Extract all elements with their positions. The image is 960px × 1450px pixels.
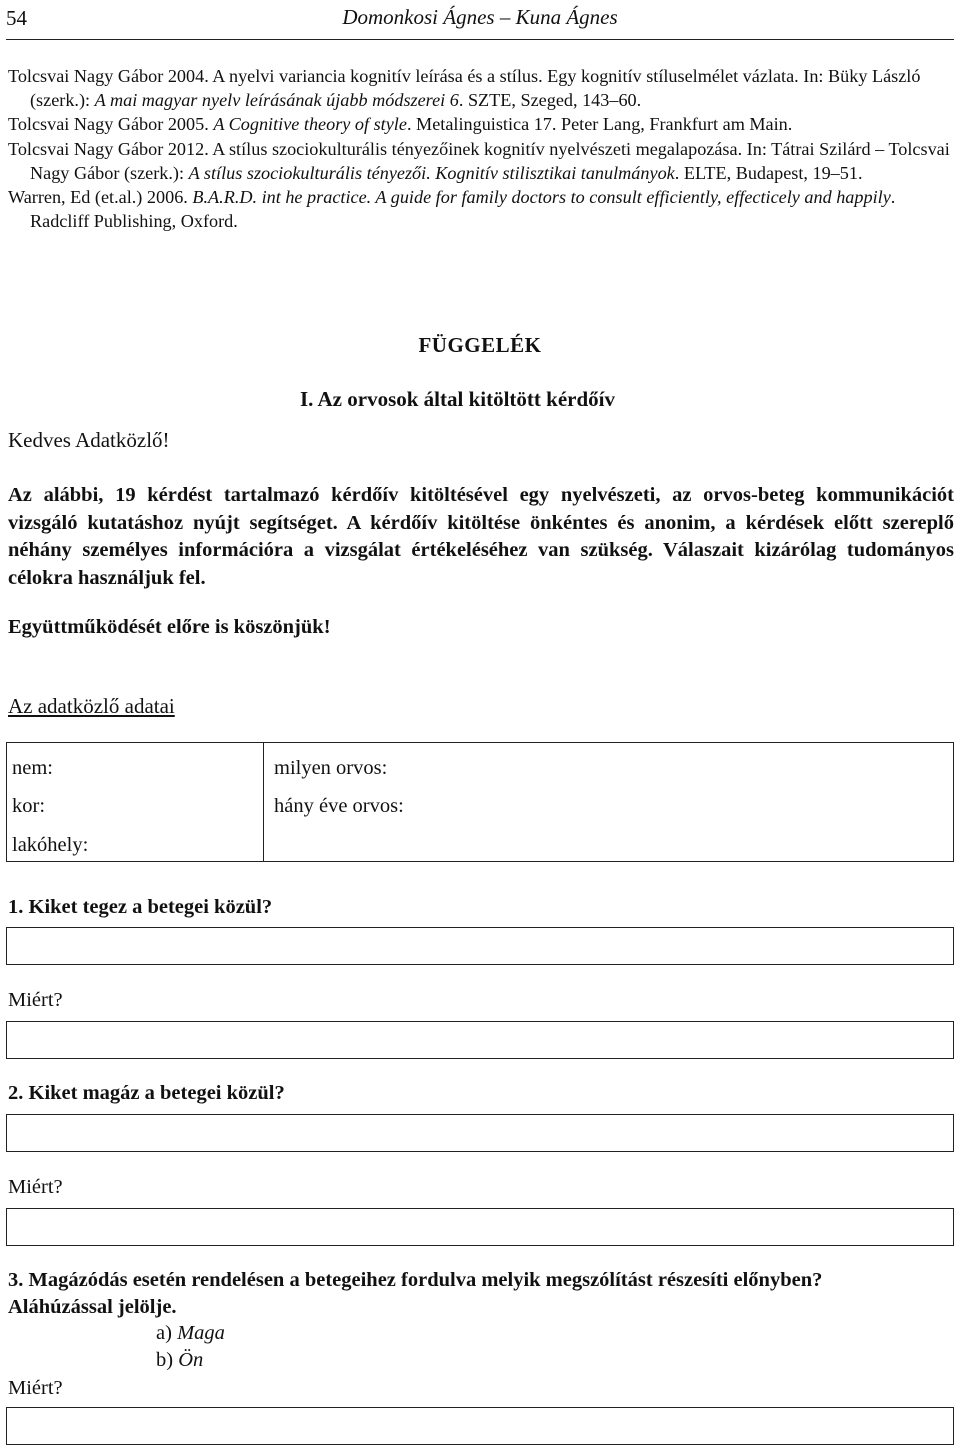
reference-item — [8, 64, 954, 112]
reference-text: . Radcliff Publishing, Oxford. — [30, 187, 896, 232]
why-label: Miért? — [8, 1176, 63, 1198]
reference-title: A mai magyar nyelv leírásának újabb módszerei 6 — [94, 90, 459, 111]
field-label-gender: nem: — [12, 757, 53, 779]
running-head: Domonkosi Ágnes – Kuna Ágnes — [342, 5, 618, 29]
reference-item — [8, 137, 954, 185]
reference-title: B.A.R.D. int he practice. A guide for family doctors to consult efficiently, effecticely and happily — [192, 187, 891, 208]
answer-box-q2[interactable] — [6, 1114, 954, 1152]
why-label: Miért? — [8, 1377, 63, 1399]
reference-list — [8, 64, 954, 233]
answer-box-q3-why[interactable] — [6, 1407, 954, 1445]
questionnaire-title: I. Az orvosok által kitöltött kérdőív — [300, 387, 615, 411]
appendix-title: FÜGGELÉK — [418, 333, 542, 357]
section-title: Az adatközlő adatai — [8, 694, 175, 718]
option-text: Maga — [177, 1322, 225, 1344]
reference-text: Tolcsvai Nagy Gábor 2005. — [8, 114, 214, 135]
reference-text: . SZTE, Szeged, 143–60. — [458, 90, 642, 111]
question-3: 3. Magázódás esetén rendelésen a betegeihez fordulva melyik megszólítást részesíti előnyben? — [8, 1269, 823, 1291]
header-rule — [6, 39, 954, 40]
intro-paragraph: Az alábbi, 19 kérdést tartalmazó kérdőív kitöltésével egy nyelvészeti, az orvos-beteg kommunikációt vizsgáló kutatáshoz nyújt segítséget. A kérdőív kitöltése önkéntes és anonim, a kérdések előtt szereplő néhány személyes információra a vizsgálat értékeléséhez van szükség. Válaszait kizárólag tudományos célokra használjuk fel. — [8, 484, 954, 589]
option-a[interactable] — [156, 1322, 225, 1345]
greeting: Kedves Adatközlő! — [8, 428, 170, 452]
reference-item — [8, 112, 954, 136]
page-number: 54 — [6, 6, 27, 30]
reference-text: Warren, Ed (et.al.) 2006. — [8, 187, 193, 208]
reference-item — [8, 185, 954, 233]
field-label-age: kor: — [12, 795, 46, 817]
reference-text: . Metalinguistica 17. Peter Lang, Frankfurt am Main. — [406, 114, 793, 135]
informant-data-table — [6, 742, 954, 862]
question-2: 2. Kiket magáz a betegei közül? — [8, 1082, 285, 1104]
why-label: Miért? — [8, 989, 63, 1011]
option-b[interactable] — [156, 1349, 203, 1372]
option-letter: b) — [156, 1349, 174, 1371]
reference-text: Tolcsvai Nagy Gábor 2012. A stílus szociokulturális tényezőinek kognitív nyelvészeti megalapozása. In: Tátrai Szilárd – Tolcsvai Nagy Gábor (szerk.): — [8, 138, 950, 183]
reference-title: A Cognitive theory of style — [213, 114, 407, 135]
answer-box-q1[interactable] — [6, 927, 954, 965]
reference-text: . ELTE, Budapest, 19–51. — [674, 162, 863, 183]
question-1: 1. Kiket tegez a betegei közül? — [8, 896, 273, 918]
reference-text: Tolcsvai Nagy Gábor 2004. A nyelvi variancia kognitív leírása és a stílus. Egy kognitív stíluselmélet vázlata. In: Büky László (szerk.): — [8, 66, 921, 111]
answer-box-q1-why[interactable] — [6, 1021, 954, 1059]
answer-box-q2-why[interactable] — [6, 1208, 954, 1246]
option-text: Ön — [178, 1349, 204, 1371]
field-label-years-practice: hány éve orvos: — [274, 795, 404, 817]
option-letter: a) — [156, 1322, 172, 1344]
thanks-line: Együttműködését előre is köszönjük! — [8, 616, 331, 638]
reference-title: A stílus szociokulturális tényezői. Kognitív stilisztikai tanulmányok — [188, 162, 675, 183]
field-label-residence: lakóhely: — [12, 834, 89, 856]
field-label-specialty: milyen orvos: — [274, 757, 388, 779]
question-3-instruction: Aláhúzással jelölje. — [8, 1296, 177, 1318]
